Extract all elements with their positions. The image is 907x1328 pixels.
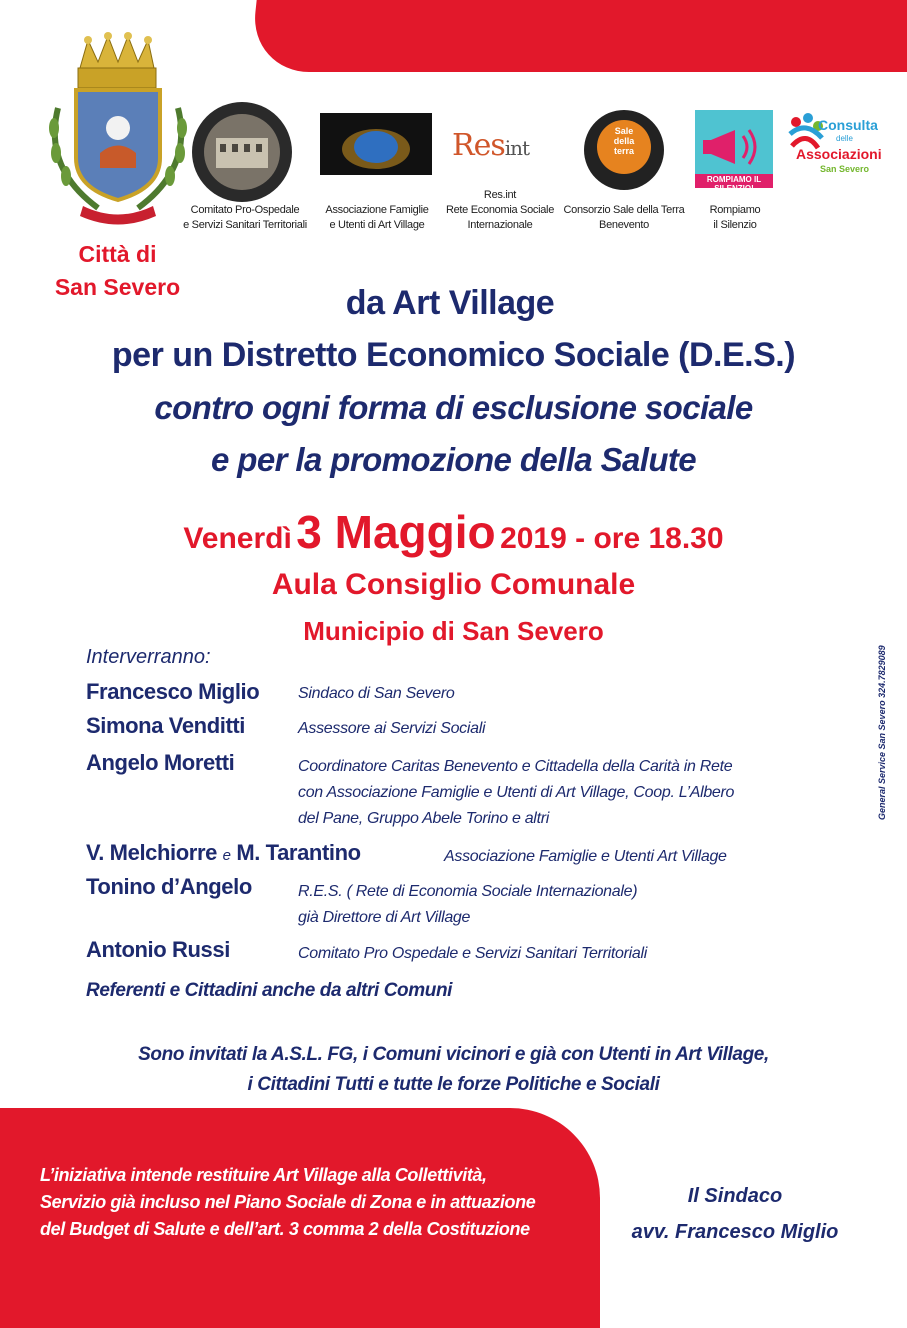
- invitation: Sono invitati la A.S.L. FG, i Comuni vicinori e già con Utenti in Art Village, i Cittadini Tutti e tutte le forze Politiche e Sociali: [138, 1044, 769, 1095]
- top-red-banner: [249, 0, 907, 72]
- megaphone-logo-text: ROMPIAMO IL SILENZIO!: [706, 175, 762, 193]
- city-name: Città di San Severo: [54, 241, 181, 300]
- logo-caption-5: Rompiamo il Silenzio: [709, 204, 761, 231]
- speaker-name: Francesco Miglio: [86, 679, 260, 704]
- title-line-1: da Art Village: [345, 284, 555, 322]
- speaker-name: Antonio Russi: [86, 937, 230, 962]
- speaker-role: Coordinatore Caritas Benevento e Cittadella della Carità in Rete con Associazione Famiglie e Utenti di Art Village, Coop. L’Albero del Pane, Gruppo Abele Torino e altri: [298, 758, 735, 827]
- side-credit: General Service San Severo 324.7829089: [877, 645, 887, 820]
- speaker-name: Tonino d’Angelo: [86, 874, 252, 899]
- resint-logo: Resint: [452, 128, 530, 163]
- speaker-name: Simona Venditti: [86, 713, 246, 738]
- event-municipio: Municipio di San Severo: [303, 616, 604, 646]
- hospital-committee-logo: [188, 100, 296, 204]
- sale-logo-text: Sale della terra: [613, 126, 635, 156]
- consulta-small: delle: [836, 134, 853, 143]
- speaker-role: Sindaco di San Severo: [298, 685, 455, 702]
- speaker-role: Comitato Pro Ospedale e Servizi Sanitari Territoriali: [298, 945, 647, 962]
- other-speakers: Referenti e Cittadini anche da altri Comuni: [86, 980, 453, 1001]
- logo-caption-3: Res.int Rete Economia Sociale Internazionale: [445, 189, 555, 231]
- speakers-intro: Interverranno:: [86, 646, 211, 668]
- speaker-role: R.E.S. ( Rete di Economia Sociale Internazionale) già Direttore di Art Village: [298, 883, 638, 926]
- logo-caption-4: Consorzio Sale della Terra Benevento: [563, 204, 685, 231]
- footer-note: L’iniziativa intende restituire Art Village alla Collettività, Servizio già incluso nel Piano Sociale di Zona e in attuazione del Budget di Salute e dell’art. 3 comma 2 della Costituzione: [40, 1165, 536, 1239]
- title-line-3: contro ogni forma di esclusione sociale: [154, 389, 753, 426]
- consulta-associazioni: Associazioni: [796, 146, 882, 162]
- speaker-name: Angelo Moretti: [86, 750, 235, 775]
- speaker-name-pair: V. Melchiorre e M. Tarantino: [86, 840, 361, 865]
- logo-caption-1: Comitato Pro-Ospedale e Servizi Sanitari Territoriali: [183, 204, 307, 231]
- speaker-role: Assessore ai Servizi Sociali: [298, 720, 486, 737]
- title-line-4: e per la promozione della Salute: [210, 441, 697, 478]
- consulta-city: San Severo: [820, 164, 870, 174]
- art-village-association-logo: [320, 113, 432, 175]
- speaker-role: Associazione Famiglie e Utenti Art Village: [444, 848, 727, 865]
- event-place: Aula Consiglio Comunale: [271, 568, 636, 601]
- signature: Il Sindaco avv. Francesco Miglio: [631, 1185, 839, 1243]
- consulta-title: Consulta: [818, 117, 878, 133]
- logo-caption-2: Associazione Famiglie e Utenti di Art Village: [325, 204, 429, 231]
- event-date: Venerdì 3 Maggio 2019 - ore 18.30: [183, 506, 724, 558]
- title-line-2: per un Distretto Economico Sociale (D.E.S.): [111, 336, 796, 374]
